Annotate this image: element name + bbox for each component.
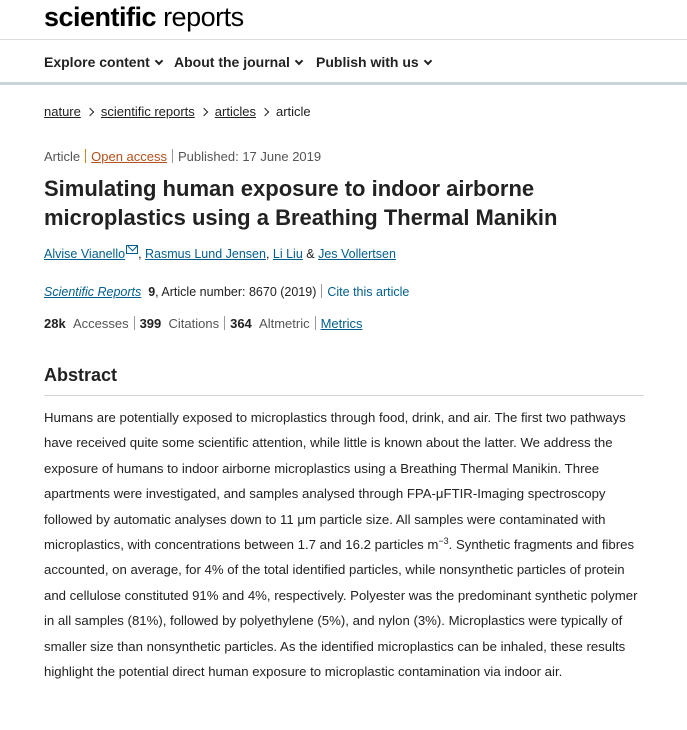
masthead (0, 0, 687, 40)
citation-info (44, 284, 409, 299)
divider (172, 149, 173, 163)
author-ampersand: & (306, 247, 315, 261)
author-list: Alvise Vianello , Rasmus Lund Jensen, Li Liu & Jes Vollertsen (44, 247, 396, 261)
nav-label: Publish with us (316, 54, 419, 70)
author-link[interactable]: Li Liu (272, 247, 303, 261)
open-access-link[interactable]: Open access (91, 149, 167, 164)
accesses-count: 28k (44, 316, 66, 331)
abstract-text-part2: . Synthetic fragments and fibres accounted, on average, for 4% of the total identified particles, while nonsynthetic particles of protein and cellulose constituted 91% and 4%, respectively. Polyester was the predominant synthetic polymer in all samples (81%), followed by polyethylene (5%), and nylon (3%). Microplastics were typically of smaller size than nonsynthetic particles. As the identified microplastics can be inhaled, these results highlight the potential direct human exposure to microplastic contamination via indoor air. (44, 537, 638, 680)
chevron-down-icon (423, 57, 431, 65)
divider (134, 316, 135, 330)
nav-explore-content[interactable] (44, 54, 162, 70)
citations-count: 399 (139, 316, 162, 331)
article-meta (44, 149, 321, 164)
email-icon[interactable] (126, 245, 138, 254)
citations-label: Citations (168, 316, 220, 331)
article-type: Article (44, 149, 81, 164)
logo-bold-text: scientific (44, 2, 157, 32)
divider (224, 316, 225, 330)
journal-link[interactable]: Scientific Reports (44, 285, 142, 299)
divider (315, 316, 316, 330)
breadcrumb-articles[interactable]: articles (214, 104, 256, 119)
divider (321, 284, 322, 298)
article-metrics (44, 316, 362, 331)
author-link[interactable]: Alvise Vianello (44, 247, 126, 261)
abstract-text (44, 405, 647, 684)
journal-logo[interactable] (44, 2, 244, 33)
nav-label: Explore content (44, 54, 150, 70)
breadcrumb (44, 104, 311, 119)
chevron-down-icon (295, 57, 303, 65)
author-link[interactable]: Jes Vollertsen (318, 247, 396, 261)
volume-number: 9 (148, 285, 156, 299)
article-number: , Article number: 8670 (2019) (155, 285, 317, 299)
abstract-text-part1: Humans are potentially exposed to microplastics through food, drink, and air. The first two pathways have received quite some scientific attention, while little is known about the latter. We address the exposure of humans to indoor airborne microplastics using a Breathing Thermal Manikin. Three apartments were investigated, and samples analysed through FPA-μFTIR-Imaging spectroscopy followed by automatic analyses down to 11 μm particle size. All samples were contaminated with microplastics, with concentrations between 1.7 and 16.2 particles m (44, 410, 626, 553)
breadcrumb-current: article (275, 104, 311, 119)
chevron-down-icon (155, 57, 163, 65)
main-nav (0, 41, 687, 85)
accesses-label: Accesses (72, 316, 129, 331)
breadcrumb-scientific-reports[interactable]: scientific reports (100, 104, 195, 119)
article-title: Simulating human exposure to indoor airborne microplastics using a Breathing Thermal Manikin (44, 176, 558, 230)
chevron-right-icon (200, 108, 208, 116)
metrics-link[interactable]: Metrics (320, 316, 363, 331)
chevron-right-icon (261, 108, 269, 116)
nav-label: About the journal (174, 54, 290, 70)
chevron-right-icon (86, 108, 94, 116)
logo-light-text: reports (163, 2, 244, 32)
divider (85, 149, 86, 163)
nav-publish-with-us[interactable] (316, 54, 431, 70)
published-date: Published: 17 June 2019 (178, 149, 322, 164)
abstract-divider (44, 395, 644, 396)
abstract-superscript: −3 (438, 536, 449, 547)
breadcrumb-nature[interactable]: nature (44, 104, 81, 119)
author-link[interactable]: Rasmus Lund Jensen (145, 247, 266, 261)
cite-this-article-link[interactable]: Cite this article (327, 285, 410, 299)
abstract-heading: Abstract (44, 365, 118, 385)
nav-about-journal[interactable] (174, 54, 302, 70)
altmetric-label: Altmetric (259, 316, 310, 331)
altmetric-count: 364 (230, 316, 252, 331)
